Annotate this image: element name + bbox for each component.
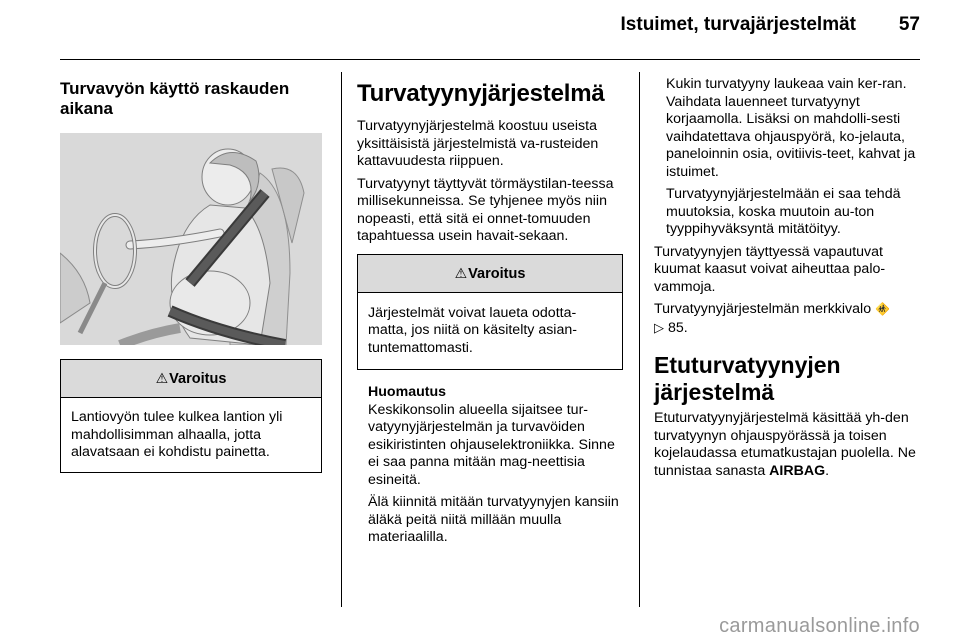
paragraph: Turvatyynyjärjestelmään ei saa tehdä muutoksia, koska muutoin au-ton tyyppihyväksyntä mitätöityy. xyxy=(666,186,901,237)
paragraph: Kukin turvatyyny laukeaa vain ker-ran. Vaihdata lauenneet turvatyynyt korjaamolla. Lisäksi on mahdolli-sesti vaihdatettava ohjauspyörä, ko-jelauta, paneloinnin osia, ovitiivis-teet, kahvat ja istuimet. xyxy=(666,76,916,180)
running-header-title: Istuimet, turvajärjestelmät xyxy=(620,14,856,35)
paragraph-text: Etuturvatyynyjärjestelmä käsittää yh-den turvatyynyn ohjauspyörässä ja toisen kojelaudassa etumatkustajan puolella. Ne tunnistaa sanasta xyxy=(654,410,916,479)
warning-header xyxy=(358,255,622,293)
warning-body xyxy=(358,293,622,370)
page-number: 57 xyxy=(898,14,920,35)
section-heading: Turvavyön käyttö raskauden aikana xyxy=(60,79,290,118)
section-heading: Etuturvatyynyjen järjestelmä xyxy=(654,352,841,405)
warning-body xyxy=(61,398,321,472)
paragraph-indicator xyxy=(654,301,922,337)
paragraph: Turvatyynyjärjestelmä koostuu useista yksittäisistä järjestelmistä va-rusteiden kattavuudesta riippuen. xyxy=(357,118,599,169)
column-2 xyxy=(357,80,623,552)
warning-triangle-icon: ⚠ xyxy=(155,370,169,386)
note-paragraph: Keskikonsolin alueella sijaitsee tur-vatyynyjärjestelmän ja turvavöiden esikiristinten ohjauselektroniikka. Sinne ei saa panna mitään mag-neettisia esineitä. xyxy=(368,401,615,488)
column-1 xyxy=(60,79,322,473)
column-divider xyxy=(639,72,640,607)
warning-text: Järjestelmät voivat laueta odotta-matta, jos niitä on käsitelty asian-tuntemattomasti. xyxy=(368,304,577,356)
page-reference-icon: ▷ xyxy=(654,319,664,335)
watermark: carmanualsonline.info xyxy=(719,615,920,637)
column-divider xyxy=(341,72,342,607)
warning-title: Varoitus xyxy=(169,371,227,387)
indented-block xyxy=(654,76,922,239)
illustration-svg xyxy=(60,133,322,345)
note-paragraph: Älä kiinnitä mitään turvatyynyjen kansiin äläkä peitä niitä millään muulla materiaalilla. xyxy=(368,494,619,545)
warning-header xyxy=(61,360,321,398)
paragraph: Turvatyynyt täyttyvät törmäystilan-teessa millisekunneissa. Se tyhjenee myös niin nopeasti, että sitä ei onnet-tomuuden tapahtuessa usein havait-sekaan. xyxy=(357,175,614,244)
paragraph xyxy=(654,410,922,480)
warning-box xyxy=(357,254,623,371)
warning-text: Lantiovyön tulee kulkea lantion yli mahdollisimman alhaalla, jotta alavatsaan ei kohdistu painetta. xyxy=(71,409,283,460)
warning-title: Varoitus xyxy=(468,265,526,282)
paragraph: Turvatyynyjen täyttyessä vapautuvat kuumat kaasut voivat aiheuttaa palo-vammoja. xyxy=(654,243,886,295)
paragraph-end: . xyxy=(825,462,830,479)
header-rule xyxy=(60,59,920,60)
warning-triangle-icon: ⚠ xyxy=(454,264,468,281)
airbag-indicator-icon: 🚸 xyxy=(875,302,890,316)
column-3 xyxy=(654,76,922,485)
note-title: Huomautus xyxy=(368,384,447,400)
pregnant-woman-seatbelt-illustration xyxy=(60,133,322,345)
page-reference[interactable]: 85. xyxy=(667,319,688,336)
airbag-keyword: AIRBAG xyxy=(769,462,826,479)
note-block xyxy=(357,384,623,547)
section-heading: Turvatyynyjärjestelmä xyxy=(357,80,605,107)
warning-box xyxy=(60,359,322,473)
indicator-text: Turvatyynyjärjestelmän merkkivalo xyxy=(654,301,872,317)
